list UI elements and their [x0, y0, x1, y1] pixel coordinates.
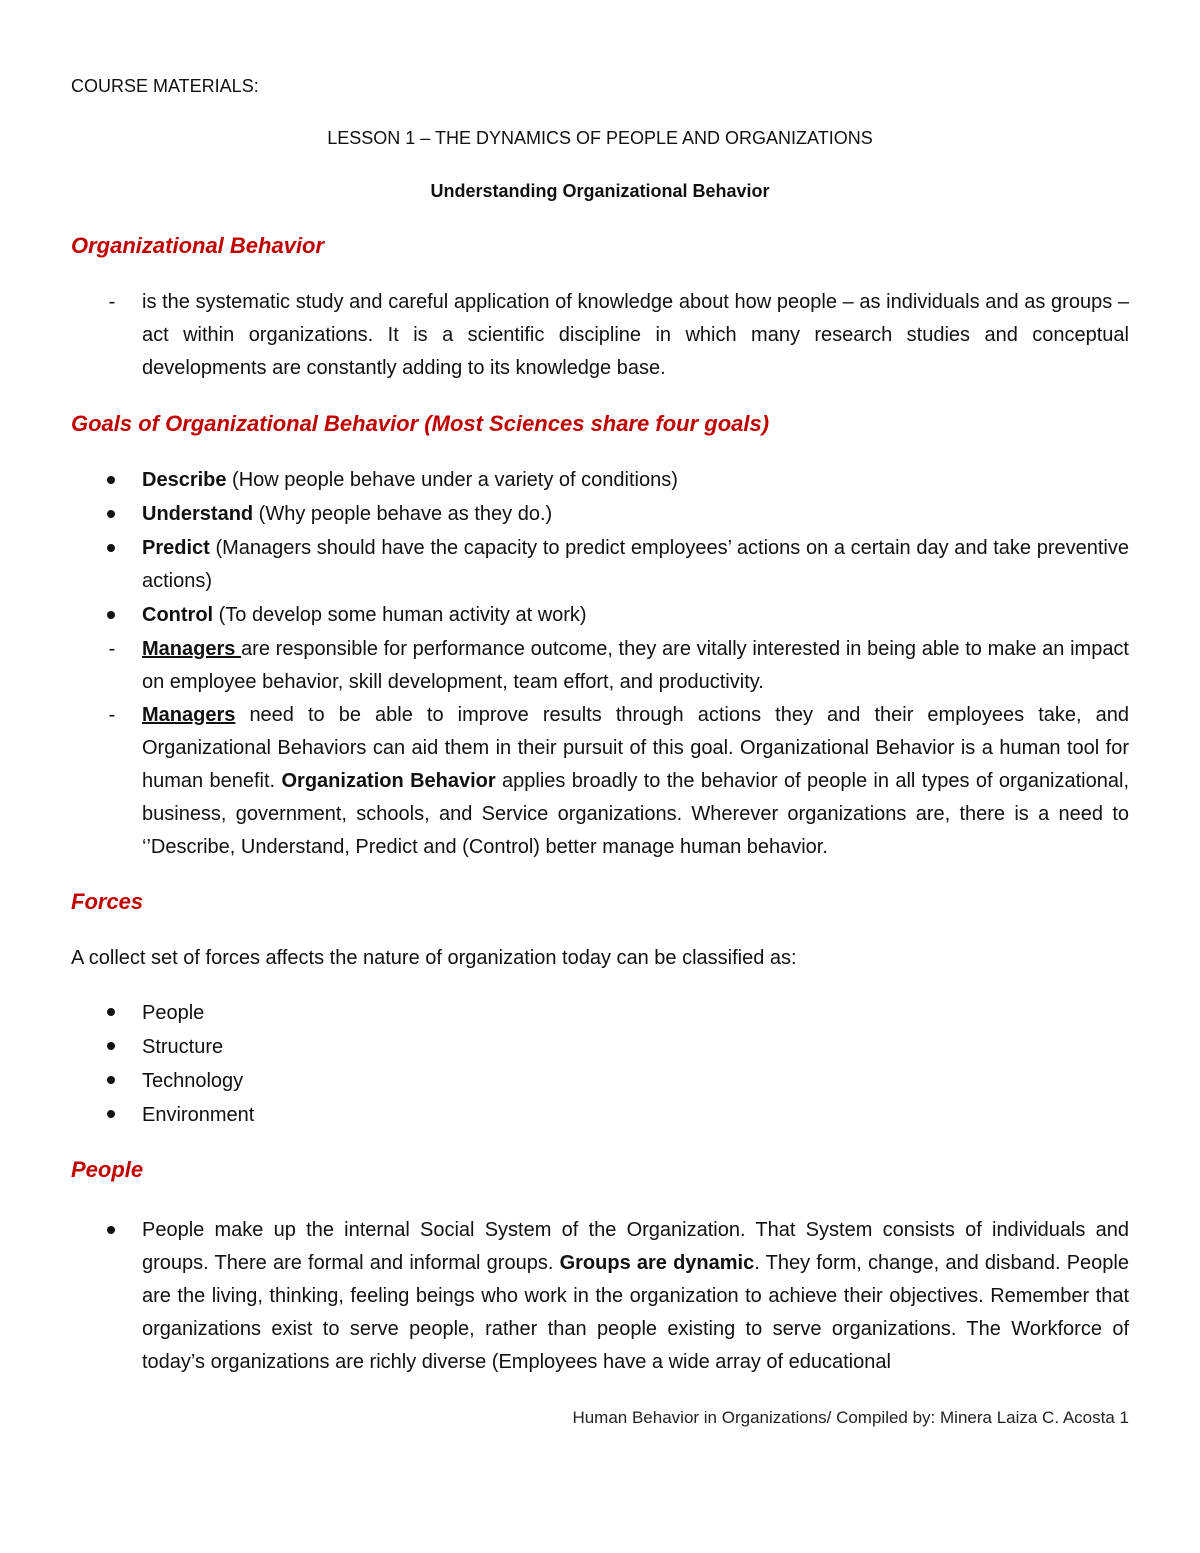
people-list	[71, 1214, 1129, 1379]
goal-term: Control	[142, 604, 214, 626]
force-item: Structure	[142, 1036, 224, 1058]
goals-list	[71, 464, 1129, 864]
page-footer: Human Behavior in Organizations/ Compiled by: Minera Laiza C. Acosta 1	[572, 1408, 1129, 1427]
section-heading-goals: Goals of Organizational Behavior (Most Sciences share four goals)	[71, 411, 770, 436]
ob-definition-block	[71, 286, 1129, 385]
managers-text-continued: applies broadly to the behavior of people in all types of organizational, business, government, schools, and Service organizations. Wherever organizations are, there is a need to ‘’Describe, Understand, Predict and (Control) better manage human behavior.	[142, 770, 1129, 858]
bullet-icon	[107, 476, 115, 484]
lesson-title: LESSON 1 – THE DYNAMICS OF PEOPLE AND ORGANIZATIONS	[327, 128, 873, 148]
list-item	[71, 996, 1129, 1030]
goal-text: (How people behave under a variety of conditions)	[226, 469, 678, 491]
goal-term: Describe	[142, 469, 227, 491]
goal-text: (To develop some human activity at work)	[213, 604, 587, 626]
bullet-icon	[107, 1008, 115, 1016]
bullet-icon	[107, 1110, 115, 1118]
bullet-icon	[107, 611, 115, 619]
section-heading-people: People	[71, 1157, 144, 1182]
ob-definition: is the systematic study and careful application of knowledge about how people – as individuals and as groups – act within organizations. It is a scientific discipline in which many research studies and conceptual developments are constantly adding to its knowledge base.	[142, 291, 1129, 379]
forces-list	[71, 996, 1129, 1132]
section-heading-ob: Organizational Behavior	[71, 233, 325, 258]
dash-marker: -	[108, 291, 116, 313]
force-item: People	[142, 1002, 205, 1024]
list-item	[71, 1064, 1129, 1098]
managers-text: need to be able to improve results through actions they and their employees take, and Organizational Behaviors can aid them in their pursuit of this goal. Organizational Behavior is a human tool for human benefit.	[142, 704, 1129, 792]
force-item: Technology	[142, 1070, 244, 1092]
goal-text: (Managers should have the capacity to predict employees’ actions on a certain day and take preventive actions)	[142, 537, 1129, 592]
dash-marker: -	[108, 704, 116, 726]
dash-marker: -	[108, 638, 116, 660]
force-item: Environment	[142, 1104, 255, 1126]
list-item	[71, 1214, 1129, 1379]
list-item	[71, 464, 1129, 497]
goal-term: Understand	[142, 503, 254, 525]
bullet-icon	[107, 1042, 115, 1050]
people-text-continued: . They form, change, and disband. People are the living, thinking, feeling beings who work in the organization to achieve their objectives. Remember that organizations exist to serve people, rather than people existing to serve organizations. The Workforce of today’s organizations are richly diverse (Employees have a wide array of educational	[142, 1252, 1129, 1373]
goal-term: Predict	[142, 537, 210, 559]
list-item	[71, 498, 1129, 531]
goal-text: (Why people behave as they do.)	[253, 503, 553, 525]
bullet-icon	[107, 1226, 115, 1234]
bullet-icon	[107, 1076, 115, 1084]
forces-intro: A collect set of forces affects the nature of organization today can be classified as:	[71, 947, 797, 969]
list-item	[71, 1030, 1129, 1064]
ob-bold-term: Organization Behavior	[281, 770, 496, 792]
people-text: People make up the internal Social System of the Organization. That System consists of individuals and groups. There are formal and informal groups.	[142, 1219, 1129, 1274]
bullet-icon	[107, 510, 115, 518]
list-item	[71, 699, 1129, 864]
managers-text: are responsible for performance outcome, they are vitally interested in being able to make an impact on employee behavior, skill development, team effort, and productivity.	[142, 638, 1129, 693]
managers-term: Managers	[142, 638, 242, 660]
managers-term: Managers	[142, 704, 236, 726]
section-heading-forces: Forces	[71, 889, 144, 914]
list-item	[71, 286, 1129, 385]
page-subtitle: Understanding Organizational Behavior	[430, 181, 770, 201]
list-item	[71, 1098, 1129, 1132]
bullet-icon	[107, 544, 115, 552]
list-item	[71, 633, 1129, 699]
list-item	[71, 599, 1129, 632]
list-item	[71, 532, 1129, 598]
people-bold: Groups are dynamic	[559, 1252, 755, 1274]
course-label: COURSE MATERIALS:	[71, 76, 259, 96]
